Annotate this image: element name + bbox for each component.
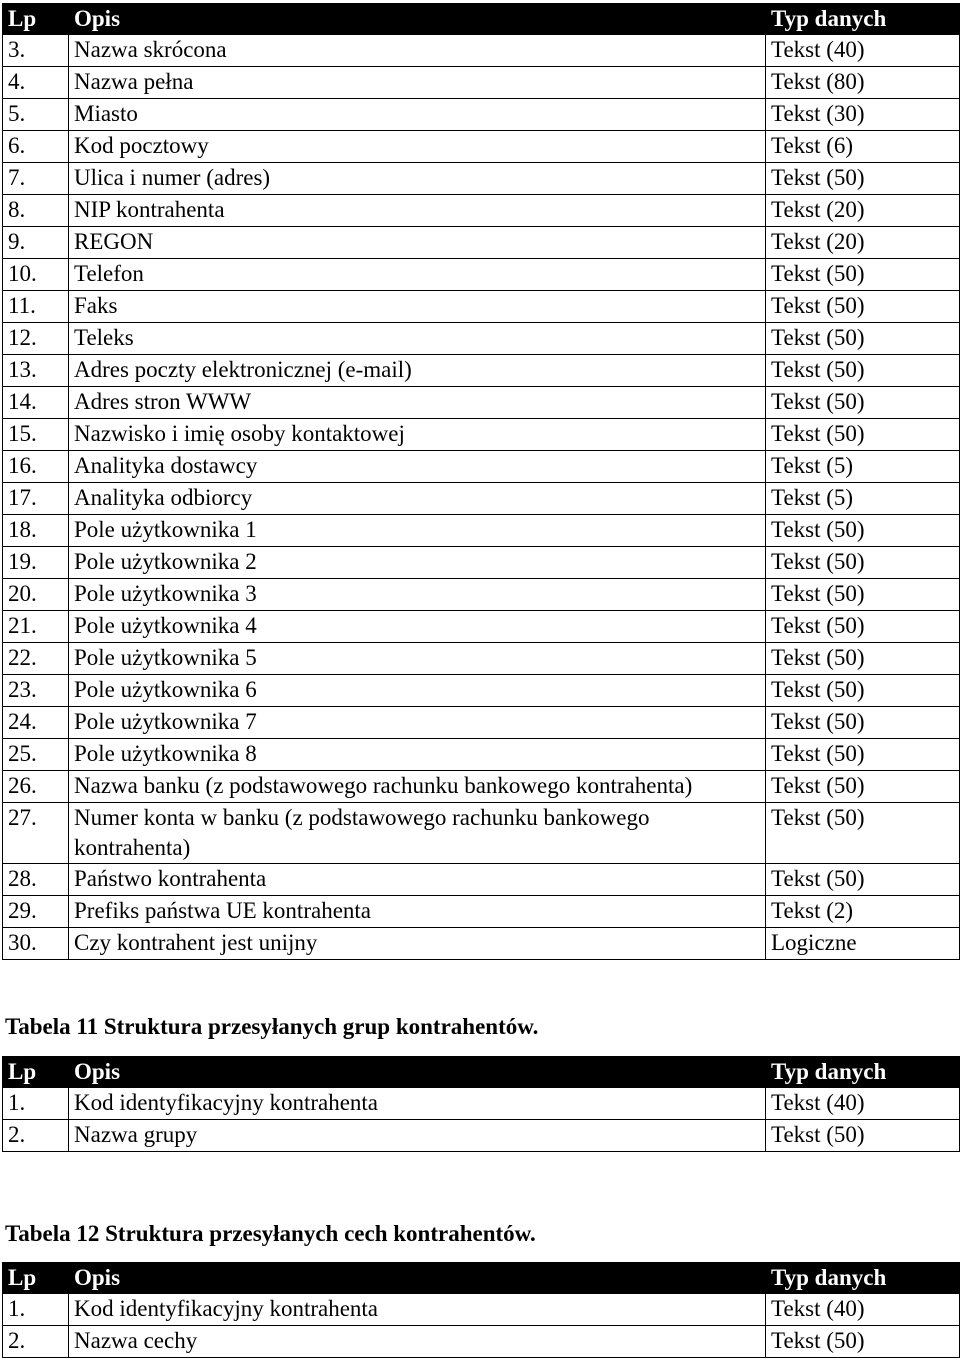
table-row: [3, 35, 960, 67]
cell-lp: 15.: [3, 419, 69, 451]
cell-typ: Tekst (50): [766, 579, 960, 611]
cell-opis: Pole użytkownika 4: [69, 611, 766, 643]
table-row: [3, 1326, 960, 1358]
cell-typ: Tekst (50): [766, 163, 960, 195]
header-typ: Typ danych: [766, 1057, 960, 1088]
cell-lp: 8.: [3, 195, 69, 227]
cell-lp: 2.: [3, 1120, 69, 1152]
cell-lp: 29.: [3, 896, 69, 928]
cell-opis: Ulica i numer (adres): [69, 163, 766, 195]
cell-lp: 19.: [3, 547, 69, 579]
cell-opis: Numer konta w banku (z podstawowego rachunku bankowego kontrahenta): [69, 803, 766, 864]
table-body: [3, 35, 960, 960]
table-row: [3, 928, 960, 960]
table-row: [3, 67, 960, 99]
cell-lp: 23.: [3, 675, 69, 707]
header-opis: Opis: [69, 4, 766, 35]
cell-opis: Teleks: [69, 323, 766, 355]
cell-typ: Tekst (50): [766, 675, 960, 707]
cell-lp: 20.: [3, 579, 69, 611]
cell-lp: 4.: [3, 67, 69, 99]
cell-opis: Analityka dostawcy: [69, 451, 766, 483]
cell-lp: 6.: [3, 131, 69, 163]
cell-opis: Nazwa cechy: [69, 1326, 766, 1358]
cell-opis: Analityka odbiorcy: [69, 483, 766, 515]
cell-opis: Nazwa grupy: [69, 1120, 766, 1152]
cell-typ: Tekst (50): [766, 803, 960, 864]
table-row: [3, 323, 960, 355]
cell-typ: Tekst (50): [766, 707, 960, 739]
contractor-fields-table: [2, 3, 960, 960]
table-row: [3, 896, 960, 928]
table-row: [3, 99, 960, 131]
header-opis: Opis: [69, 1263, 766, 1294]
cell-opis: NIP kontrahenta: [69, 195, 766, 227]
cell-typ: Tekst (50): [766, 547, 960, 579]
cell-typ: Tekst (50): [766, 291, 960, 323]
table-header-row: [3, 1263, 960, 1294]
cell-opis: Pole użytkownika 3: [69, 579, 766, 611]
cell-lp: 30.: [3, 928, 69, 960]
cell-opis: Prefiks państwa UE kontrahenta: [69, 896, 766, 928]
cell-typ: Tekst (50): [766, 419, 960, 451]
cell-lp: 17.: [3, 483, 69, 515]
table-11-caption: Tabela 11 Struktura przesyłanych grup kontrahentów.: [5, 1014, 539, 1039]
cell-opis: Pole użytkownika 6: [69, 675, 766, 707]
cell-typ: Tekst (50): [766, 259, 960, 291]
cell-lp: 12.: [3, 323, 69, 355]
header-typ: Typ danych: [766, 1263, 960, 1294]
table-row: [3, 1294, 960, 1326]
cell-lp: 26.: [3, 771, 69, 803]
table-row: [3, 579, 960, 611]
table-row: [3, 483, 960, 515]
contractor-features-table: [2, 1262, 960, 1358]
cell-typ: Tekst (5): [766, 483, 960, 515]
cell-typ: Tekst (30): [766, 99, 960, 131]
cell-lp: 3.: [3, 35, 69, 67]
cell-lp: 10.: [3, 259, 69, 291]
cell-lp: 24.: [3, 707, 69, 739]
header-opis: Opis: [69, 1057, 766, 1088]
table-row: [3, 227, 960, 259]
cell-typ: Tekst (50): [766, 387, 960, 419]
cell-opis: Nazwa pełna: [69, 67, 766, 99]
cell-opis: Kod identyfikacyjny kontrahenta: [69, 1294, 766, 1326]
cell-typ: Tekst (50): [766, 1326, 960, 1358]
table-row: [3, 547, 960, 579]
cell-lp: 27.: [3, 803, 69, 864]
table-header-row: [3, 1057, 960, 1088]
cell-lp: 21.: [3, 611, 69, 643]
cell-lp: 14.: [3, 387, 69, 419]
cell-lp: 11.: [3, 291, 69, 323]
cell-opis: Pole użytkownika 5: [69, 643, 766, 675]
cell-lp: 13.: [3, 355, 69, 387]
table-row: [3, 419, 960, 451]
cell-typ: Tekst (40): [766, 35, 960, 67]
cell-typ: Tekst (50): [766, 643, 960, 675]
cell-opis: Nazwa banku (z podstawowego rachunku bankowego kontrahenta): [69, 771, 766, 803]
table-body: [3, 1294, 960, 1358]
table-row: [3, 291, 960, 323]
table-row: [3, 611, 960, 643]
table-row: [3, 864, 960, 896]
cell-lp: 7.: [3, 163, 69, 195]
cell-typ: Tekst (80): [766, 67, 960, 99]
table-row: [3, 739, 960, 771]
cell-opis: Adres poczty elektronicznej (e-mail): [69, 355, 766, 387]
table-body: [3, 1088, 960, 1152]
cell-typ: Tekst (50): [766, 611, 960, 643]
cell-opis: Faks: [69, 291, 766, 323]
table-row: [3, 163, 960, 195]
cell-opis: Czy kontrahent jest unijny: [69, 928, 766, 960]
header-lp: Lp: [3, 4, 69, 35]
cell-opis: REGON: [69, 227, 766, 259]
table-row: [3, 1120, 960, 1152]
cell-typ: Tekst (5): [766, 451, 960, 483]
cell-typ: Tekst (50): [766, 355, 960, 387]
cell-opis: Miasto: [69, 99, 766, 131]
cell-typ: Tekst (40): [766, 1294, 960, 1326]
cell-typ: Tekst (20): [766, 195, 960, 227]
cell-typ: Tekst (40): [766, 1088, 960, 1120]
header-lp: Lp: [3, 1057, 69, 1088]
cell-opis: Państwo kontrahenta: [69, 864, 766, 896]
cell-typ: Tekst (50): [766, 323, 960, 355]
table-row: [3, 259, 960, 291]
cell-opis: Adres stron WWW: [69, 387, 766, 419]
contractor-groups-table: [2, 1056, 960, 1152]
cell-opis: Nazwa skrócona: [69, 35, 766, 67]
cell-lp: 1.: [3, 1294, 69, 1326]
table-row: [3, 195, 960, 227]
table-row: [3, 355, 960, 387]
cell-lp: 2.: [3, 1326, 69, 1358]
table-row: [3, 643, 960, 675]
cell-opis: Kod identyfikacyjny kontrahenta: [69, 1088, 766, 1120]
cell-lp: 18.: [3, 515, 69, 547]
cell-lp: 5.: [3, 99, 69, 131]
cell-opis: Nazwisko i imię osoby kontaktowej: [69, 419, 766, 451]
cell-opis: Pole użytkownika 2: [69, 547, 766, 579]
cell-opis: Pole użytkownika 7: [69, 707, 766, 739]
cell-lp: 28.: [3, 864, 69, 896]
table-row: [3, 131, 960, 163]
cell-typ: Tekst (50): [766, 739, 960, 771]
table-row: [3, 803, 960, 864]
table-row: [3, 515, 960, 547]
header-lp: Lp: [3, 1263, 69, 1294]
cell-typ: Tekst (20): [766, 227, 960, 259]
table-row: [3, 771, 960, 803]
table-row: [3, 675, 960, 707]
cell-lp: 25.: [3, 739, 69, 771]
cell-typ: Tekst (50): [766, 515, 960, 547]
table-12-caption: Tabela 12 Struktura przesyłanych cech kontrahentów.: [5, 1221, 536, 1246]
cell-opis: Pole użytkownika 8: [69, 739, 766, 771]
table-row: [3, 451, 960, 483]
cell-typ: Tekst (50): [766, 1120, 960, 1152]
table-row: [3, 707, 960, 739]
cell-lp: 22.: [3, 643, 69, 675]
cell-lp: 9.: [3, 227, 69, 259]
table-header-row: [3, 4, 960, 35]
cell-opis: Kod pocztowy: [69, 131, 766, 163]
cell-lp: 16.: [3, 451, 69, 483]
cell-opis: Pole użytkownika 1: [69, 515, 766, 547]
cell-lp: 1.: [3, 1088, 69, 1120]
cell-typ: Tekst (50): [766, 864, 960, 896]
cell-typ: Logiczne: [766, 928, 960, 960]
table-row: [3, 1088, 960, 1120]
table-row: [3, 387, 960, 419]
cell-typ: Tekst (2): [766, 896, 960, 928]
cell-typ: Tekst (50): [766, 771, 960, 803]
cell-typ: Tekst (6): [766, 131, 960, 163]
header-typ: Typ danych: [766, 4, 960, 35]
cell-opis: Telefon: [69, 259, 766, 291]
